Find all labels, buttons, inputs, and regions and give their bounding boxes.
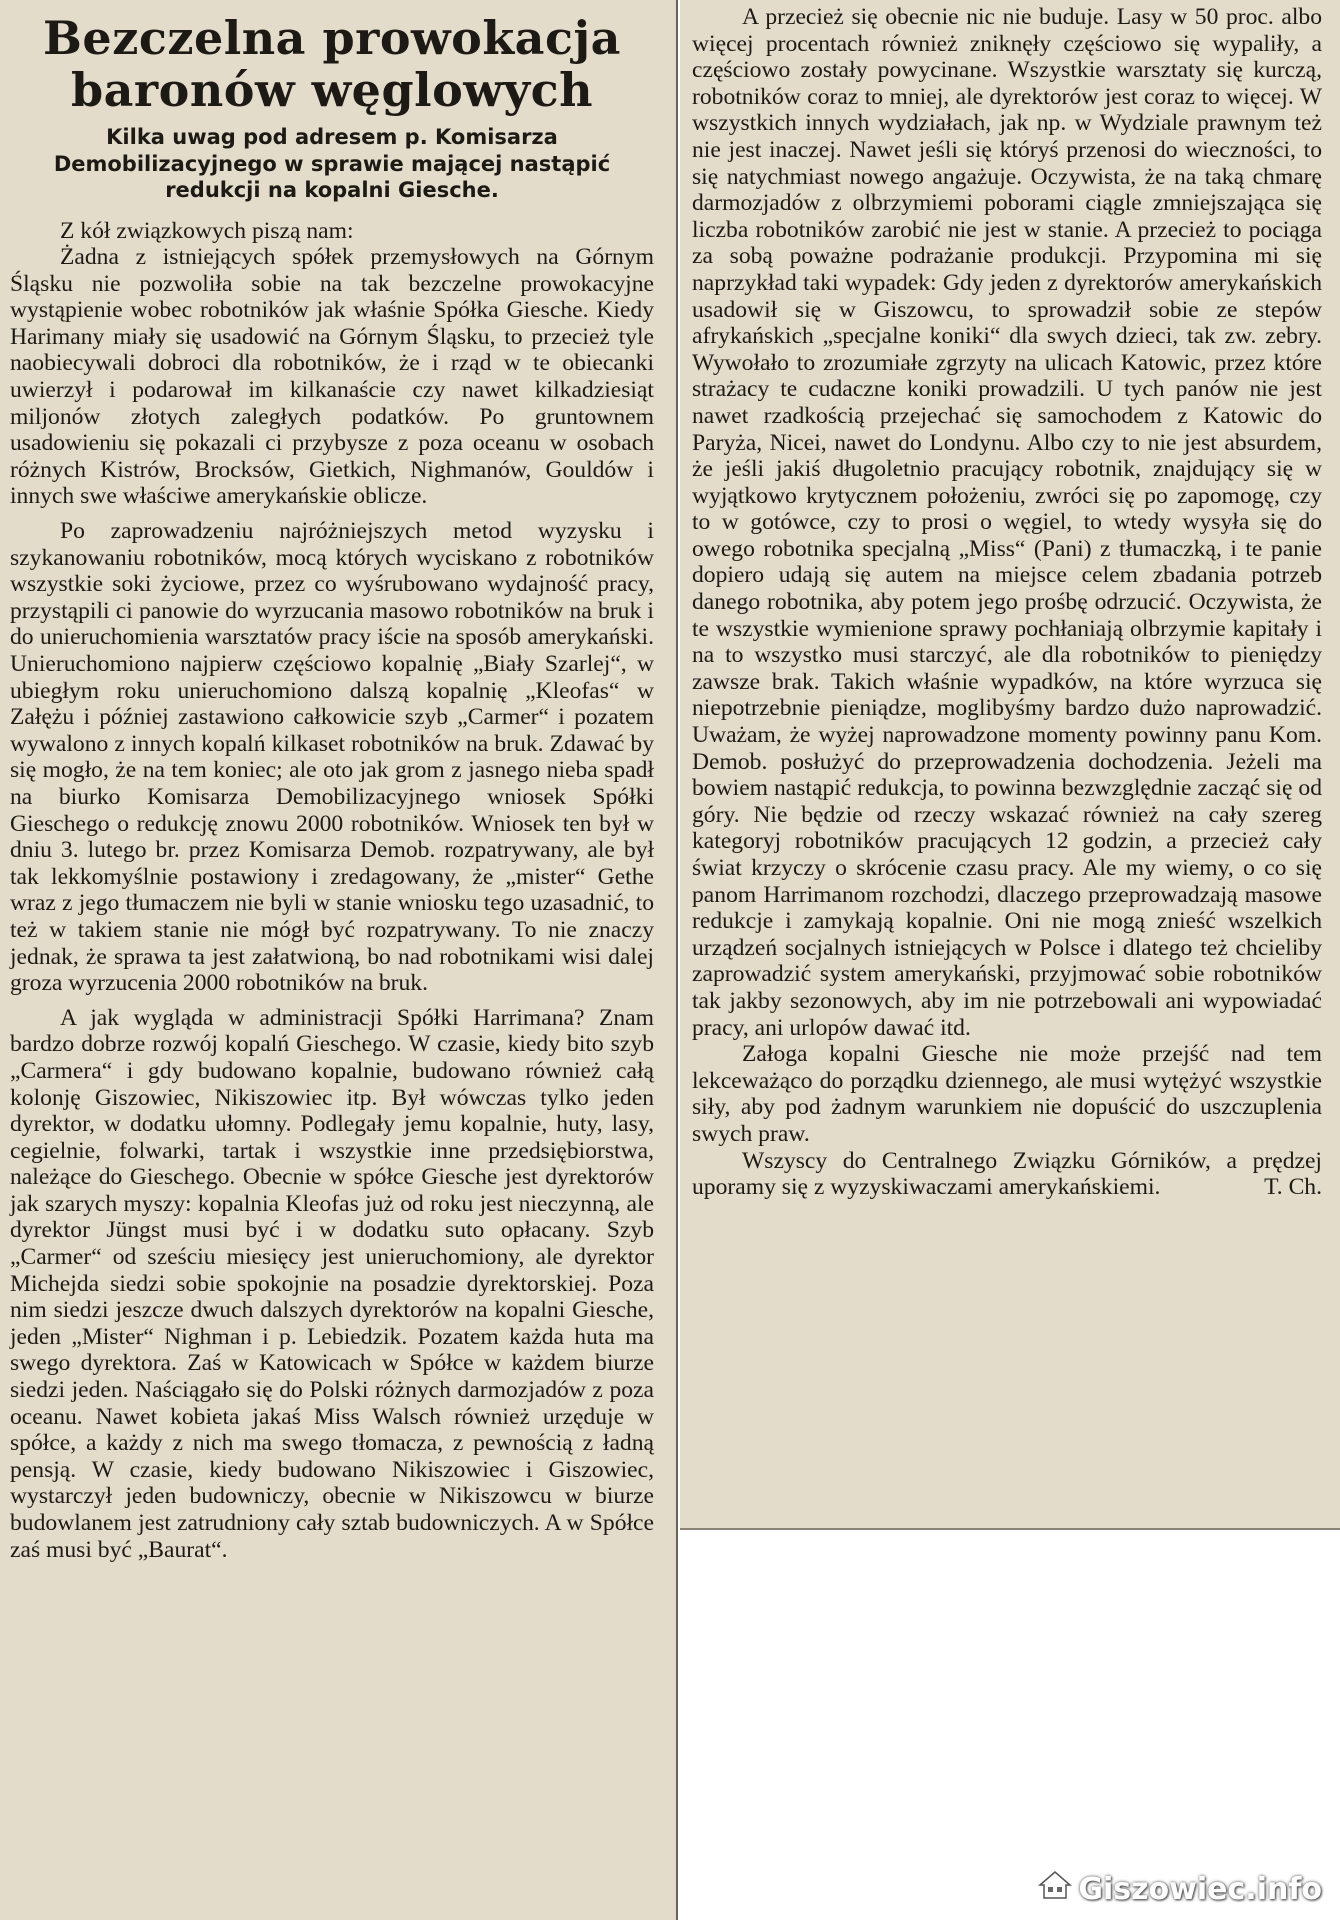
paragraph: Załoga kopalni Giesche nie może przejść nad tem lekceważąco do porządku dziennego, ale musi wytężyć wszystkie siły, aby pod żadnym warunkiem nie dopuścić do uszczuplenia swych praw. — [692, 1041, 1322, 1147]
closing-paragraph — [692, 1148, 1322, 1201]
paragraph: Po zaprowadzeniu najróżniejszych metod wyzysku i szykanowaniu robotników, mocą których wyciskano z robotników wszystkie soki życiowe, przez co wyśrubowano wydajność pracy, przystąpili ci panowie do wyrzucania masowo robotników na bruk i do unieruchomienia warsztatów pracy iście na sposób amerykański. Unieruchomiono najpierw częściowo kopalnię „Biały Szarlej“, w ubiegłym roku unieruchomiono dalszą kopalnię „Kleofas“ w Załężu i później zastawiono całkowicie szyb „Carmer“ i pozatem wywalono z innych kopalń kilkaset robotników na bruk. Zdawać by się mogło, że na tem koniec; ale oto jak grom z jasnego nieba spadł na biurko Komisarza Demobilizacyjnego wniosek Spółki Gieschego o redukcję znowu 2000 robotników. Wniosek ten był w dniu 3. lutego br. przez Komisarza Demob. rozpatrywany, ale był tak lekkomyślnie postawiony i zredagowany, że „mister“ Gethe wraz z jego tłumaczem nie byli w stanie wniosku tego uzasadnić, to też w takiem stanie nie mógł być rozpatrywany. To nie znaczy jednak, że sprawa ta jest załatwioną, bo nad robotnikami wisi dalej groza wyrzucenia 2000 robotników na bruk. — [10, 518, 654, 997]
subheadline: Kilka uwag pod adresem p. Komisarza Demobilizacyjnego w sprawie mającej nastąpić redukcji na kopalni Giesche. — [53, 125, 611, 202]
headline: Bezczelna prowokacja baronów węglowych — [43, 11, 621, 117]
right-column — [680, 0, 1340, 1530]
house-icon — [1038, 1870, 1072, 1908]
paragraph: Z kół związkowych piszą nam: — [60, 217, 354, 244]
paragraph: Żadna z istniejących spółek przemysłowych na Górnym Śląsku nie pozwoliła sobie na tak bezczelne prowokacyjne wystąpienie wobec robotników jak właśnie Spółka Giesche. Kiedy Harimany miały się usadowić na Górnym Śląsku, to przecież tyle naobiecywali dobroci dla robotników, że i rząd w te obiecanki uwierzył i podarował im kilkanaście czy nawet kilkadziesiąt miljonów złotych zaległych podatków. Po gruntownem usadowieniu się pokazali ci przybysze z poza oceanu w osobach różnych Kistrów, Brocksów, Gietkich, Nighmanów, Gouldów i innych swe właściwe amerykańskie oblicze. — [10, 244, 654, 510]
watermark-text: Giszowiec.info — [1078, 1871, 1322, 1907]
paragraph: A przecież się obecnie nic nie buduje. Lasy w 50 proc. albo więcej procentach również zniknęły częściowo się wypaliły, a częściowo zostały powycinane. Wszystkie warsztaty się kurczą, robotników coraz to mniej, ale dyrektorów jest coraz to więcej. W wszystkich innych wydziałach, jak np. w Wydziale prawnym też nie jest inaczej. Nawet jeśli się któryś przenosi do wieczności, to się natychmiast nowego angażuje. Oczywista, że na taką chmarę darmozjadów z olbrzymiemi poborami ciągle zmniejszająca się liczba robotników zarobić nie jest w stanie. A przecież to pociąga za sobą poważne podrażanie produkcji. Przypomina mi się naprzykład taki wypadek: Gdy jeden z dyrektorów amerykańskich usadowił się w Giszowcu, to sprowadził sobie ze stepów afrykańskich „specjalne koniki“ dla swych dzieci, tak zw. zebry. Wywołało to zrozumiałe zgrzyty na ulicach Katowic, przez które strażacy te cudaczne koniki prowadzili. U tych panów nie jest nawet rzadkością przejechać się samochodem z Katowic do Paryża, Nicei, nawet do Londynu. Albo czy to nie jest absurdem, że jeśli jakiś długoletnio pracujący robotnik, znajdujący się w wyjątkowo krytycznem położeniu, zwróci się po zapomogę, czy to w gotówce, czy to prosi o węgiel, to wtedy wysyła się do owego robotnika specjalną „Miss“ (Pani) z tłumaczką, i te panie dopiero udają się autem na miejsce celem zbadania potrzeb danego robotnika, aby potem jego prośbę odrzucić. Oczywista, że te wszystkie wymienione sprawy pochłaniają olbrzymie kapitały i na to wszystko musi starczyć, ale dla robotników to pieniędzy zawsze brak. Takich właśnie wypadków, na które wyrzuca się niepotrzebnie pieniądze, moglibyśmy bardzo dużo naprowadzić. Uważam, że wyżej naprowadzone momenty powinny panu Kom. Demob. posłużyć do przeprowadzenia dochodzenia. Jeżeli ma bowiem nastąpić redukcja, to powinna bezwzględnie zacząć się od góry. Nie będzie od rzeczy wskazać również na cały szereg kategoryj robotników pracujących 12 godzin, a przecież cały świat krzyczy o skrócenie czasu pracy. Ale my wiemy, o co się panom Harrimanom rozchodzi, dlaczego przeprowadzają masowe redukcje i zamykają kopalnie. Oni nie mogą znieść wszelkich urządzeń socjalnych istniejących w Polsce i dlatego też chcieliby zaprowadzić system amerykański, przyjmować sobie robotników tak jakby sezonowych, aby im nie potrzebowali ani wypowiadać pracy, ani urlopów dawać itd. — [692, 4, 1322, 1041]
paragraph: A jak wygląda w administracji Spółki Harrimana? Znam bardzo dobrze rozwój kopalń Gieschego. W czasie, kiedy bito szyb „Carmera“ i gdy budowano kopalnie, budowano również całą kolonję Giszowiec, Nikiszowiec itp. Był wówczas tylko jeden dyrektor, w dodatku ułomny. Podlegały jemu kopalnie, huty, lasy, cegielnie, folwarki, tartak i wszystkie inne przedsiębiorstwa, należące do Gieschego. Obecnie w spółce Giesche jest dyrektorów jak szarych myszy: kopalnia Kleofas już od roku jest nieczynną, ale dyrektor Jüngst musi być i w dodatku suto opłacany. Szyb „Carmer“ od sześciu miesięcy jest unieruchomiony, ale dyrektor Michejda siedzi sobie spokojnie na posadzie dyrektorskiej. Poza nim siedzi jeszcze dwuch dalszych dyrektorów na kopalni Giesche, jeden „Mister“ Nighman i p. Lebiedzik. Pozatem każda huta ma swego dyrektora. Zaś w Katowicach w Spółce w każdem biurze siedzi jeden. Naściągało się do Polski różnych darmozjadów z poza oceanu. Nawet kobieta jakaś Miss Walsch również urzęduje w spółce, a każdy z nich ma swego tłomacza, z pewnością z ładną pensją. W czasie, kiedy budowano Nikiszowiec i Giszowiec, wystarczył jeden budowniczy, obecnie w Nikiszowcu w biurze budowlanem jest zatrudniony cały sztab budowniczych. A w Spółce zaś musi być „Baurat“. — [10, 1004, 654, 1563]
left-column-text — [10, 218, 654, 1564]
right-column-text — [692, 4, 1322, 1201]
site-watermark — [1038, 1870, 1322, 1908]
closing-line: Wszyscy do Centralnego Związku Górników, a prędzej uporamy się z wyzyskiwaczami amerykańskiemi. — [692, 1147, 1322, 1201]
signature: T. Ch. — [1264, 1174, 1322, 1201]
